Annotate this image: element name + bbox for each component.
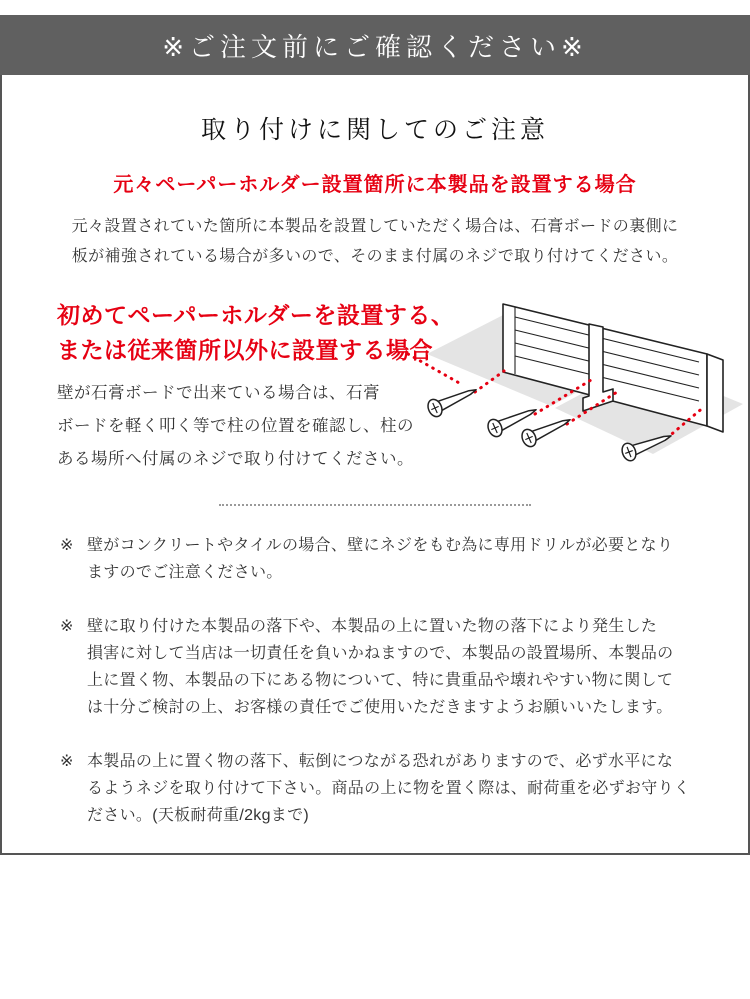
- note-marker: ※: [60, 753, 74, 770]
- note-text-line: 壁に取り付けた本製品の落下や、本製品の上に置いた物の落下により発生した: [87, 618, 658, 635]
- case2-heading-line: 初めてペーパーホルダーを設置する、: [57, 302, 455, 328]
- notice-panel: [0, 75, 750, 855]
- case1-body: [2, 212, 748, 272]
- note-text-line: るようネジを取り付けて下さい。商品の上に物を置く際は、耐荷重を必ずお守りく: [87, 780, 691, 797]
- note-text-line: ますのでご注意ください。: [87, 564, 283, 581]
- wall-screw-installation-diagram: [405, 292, 750, 492]
- page-title: 取り付けに関してのご注意: [200, 116, 549, 144]
- note-item: [60, 532, 703, 586]
- case1-body-line: 元々設置されていた箇所に本製品を設置していただく場合は、石膏ボードの裏側に: [71, 218, 679, 235]
- note-marker: ※: [60, 618, 74, 635]
- screw-icon: [519, 411, 573, 448]
- header-title: ※ご注文前にご確認ください※: [162, 31, 588, 62]
- note-item: [60, 613, 703, 721]
- case2-body-line: ボードを軽く叩く等で柱の位置を確認し、柱の: [57, 417, 414, 435]
- note-text-line: ださい。(天板耐荷重/2kgまで): [87, 807, 309, 824]
- case2-body-line: 壁が石膏ボードで出来ている場合は、石膏: [57, 384, 380, 402]
- header-banner: [0, 15, 750, 75]
- screw-icon: [425, 381, 479, 418]
- note-text: [87, 748, 690, 829]
- note-text: [87, 613, 673, 721]
- case2-body-line: ある場所へ付属のネジで取り付けてください。: [57, 450, 414, 468]
- note-text-line: 壁がコンクリートやタイルの場合、壁にネジをもむ為に専用ドリルが必要となり: [87, 537, 674, 554]
- note-text-line: 上に置く物、本製品の下にある物について、特に貴重品や壊れやすい物に関して: [87, 672, 674, 689]
- note-text-line: は十分ご検討の上、お客様の責任でご使用いただきますようお願いいたします。: [87, 699, 673, 716]
- dotted-divider: [219, 504, 531, 506]
- top-spacer: [0, 0, 750, 15]
- notes-list: [60, 532, 703, 829]
- note-item: [60, 748, 703, 829]
- note-text-line: 本製品の上に置く物の落下、転倒につながる恐れがありますので、必ず水平にな: [87, 753, 674, 770]
- case1-body-line: 板が補強されている場合が多いので、そのまま付属のネジで取り付けてください。: [71, 248, 679, 265]
- note-text-line: 損害に対して当店は一切責任を負いかねますので、本製品の設置場所、本製品の: [87, 645, 674, 662]
- case1-heading: 元々ペーパーホルダー設置箇所に本製品を設置する場合: [113, 174, 637, 196]
- case2-heading-line: または従来箇所以外に設置する場合: [57, 337, 433, 363]
- note-text: [87, 532, 673, 586]
- case2-section: [57, 298, 748, 488]
- note-marker: ※: [60, 537, 74, 554]
